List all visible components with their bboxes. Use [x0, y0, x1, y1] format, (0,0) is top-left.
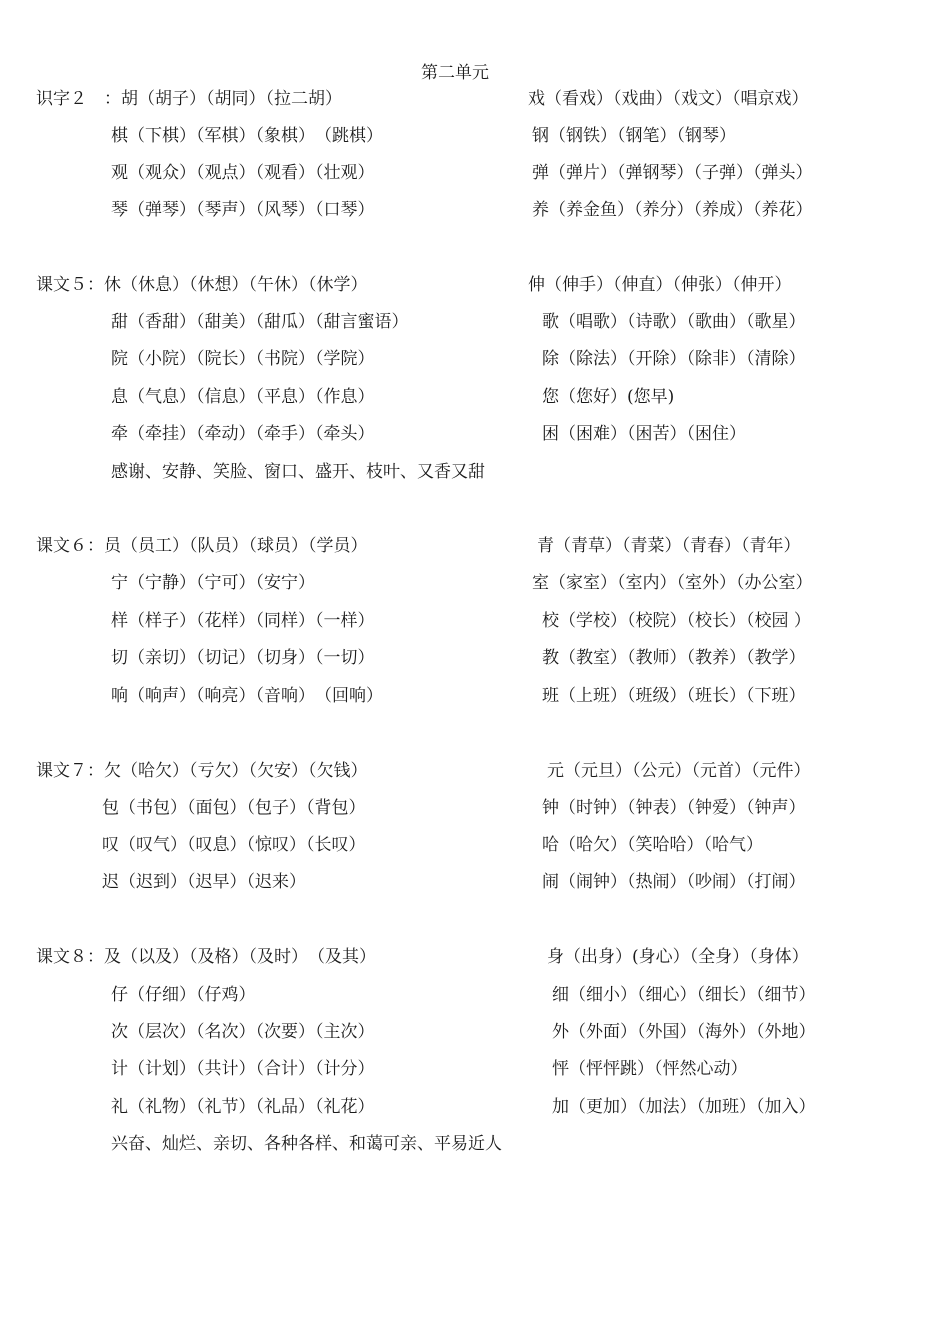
line-left: 琴（弹琴）（琴声）（风琴）（口琴） — [111, 200, 375, 220]
line-right: 哈（哈欠）（笑哈哈）（哈气） — [542, 835, 763, 855]
line-left: 院（小院）（院长）（书院）（学院） — [111, 349, 375, 369]
line-left: 计（计划）（共计）（合计）（计分） — [111, 1059, 375, 1079]
line-left: 课文７：欠（哈欠）（亏欠）（欠安）（欠钱） — [36, 761, 368, 781]
line-right: 外（外面）（外国）（海外）（外地） — [552, 1022, 816, 1042]
line-left: 切（亲切）（切记）（切身）（一切） — [111, 648, 375, 668]
line-right: 钟（时钟）（钟表）（钟爱）（钟声） — [542, 798, 806, 818]
line-right: 细（细小）（细心）（细长）（细节） — [552, 985, 816, 1005]
line-left: 样（样子）（花样）（同样）（一样） — [111, 611, 375, 631]
line-right: 戏（看戏）（戏曲）（戏文）（唱京戏） — [528, 89, 809, 109]
line-left: 课文６：员（员工）（队员）（球员）（学员） — [36, 536, 368, 556]
line-right: 室（家室）（室内）（室外）（办公室） — [532, 573, 813, 593]
line-right: 身（出身）(身心）（全身）（身体） — [547, 947, 809, 967]
line-left: 牵（牵挂）（牵动）（牵手）（牵头） — [111, 424, 375, 444]
page-title: 第二单元 — [421, 63, 489, 83]
line-right: 养（养金鱼）（养分）（养成）（养花） — [532, 200, 813, 220]
line-right: 困（困难）（困苦）（困住） — [542, 424, 746, 444]
line-left: 甜（香甜）（甜美）（甜瓜）（甜言蜜语） — [111, 312, 409, 332]
line-right: 怦（怦怦跳）（怦然心动） — [552, 1059, 748, 1079]
line-left: 仔（仔细）（仔鸡） — [111, 985, 256, 1005]
line-left: 课文５：休（休息）（休想）（午休）（休学） — [36, 275, 368, 295]
line-right: 歌（唱歌）（诗歌）（歌曲）（歌星） — [542, 312, 806, 332]
line-left: 迟（迟到）（迟早）（迟来） — [102, 872, 306, 892]
line-right: 除（除法）（开除）（除非）（清除） — [542, 349, 806, 369]
line-left: 包（书包）（面包）（包子）（背包） — [102, 798, 366, 818]
line-left: 兴奋、灿烂、亲切、各种各样、和蔼可亲、平易近人 — [111, 1134, 502, 1154]
line-right: 伸（伸手）（伸直）（伸张）（伸开） — [528, 275, 792, 295]
line-right: 元（元旦）（公元）（元首）（元件） — [547, 761, 811, 781]
line-left: 棋（下棋）（军棋）（象棋） （跳棋） — [111, 126, 383, 146]
line-right: 弹（弹片）（弹钢琴）（子弹）（弹头） — [532, 163, 813, 183]
line-right: 钢（钢铁）（钢笔）（钢琴） — [532, 126, 736, 146]
line-right: 您（您好）(您早) — [542, 387, 675, 407]
line-right: 加（更加）（加法）（加班）（加入） — [552, 1097, 816, 1117]
line-left: 息（气息）（信息）（平息）（作息） — [111, 387, 375, 407]
line-left: 感谢、安静、笑脸、窗口、盛开、枝叶、又香又甜 — [111, 462, 485, 482]
line-left: 宁（宁静）（宁可）（安宁） — [111, 573, 315, 593]
line-right: 班（上班）（班级）（班长）（下班） — [542, 686, 806, 706]
line-right: 教（教室）（教师）（教养）（教学） — [542, 648, 806, 668]
line-left: 响（响声）（响亮）（音响） （回响） — [111, 686, 383, 706]
line-left: 识字２ ：胡（胡子）（胡同）（拉二胡） — [36, 89, 342, 109]
line-left: 课文８：及（以及）（及格）（及时） （及其） — [36, 947, 376, 967]
line-right: 闹（闹钟）（热闹）（吵闹）（打闹） — [542, 872, 806, 892]
line-left: 观（观众）（观点）（观看）（壮观） — [111, 163, 375, 183]
line-right: 青（青草）（青菜）（青春）（青年） — [537, 536, 801, 556]
line-right: 校（学校）（校院）（校长）（校园 ） — [542, 611, 811, 631]
line-left: 礼（礼物）（礼节）（礼品）（礼花） — [111, 1097, 375, 1117]
line-left: 次（层次）（名次）（次要）（主次） — [111, 1022, 375, 1042]
line-left: 叹（叹气）（叹息）（惊叹）（长叹） — [102, 835, 366, 855]
